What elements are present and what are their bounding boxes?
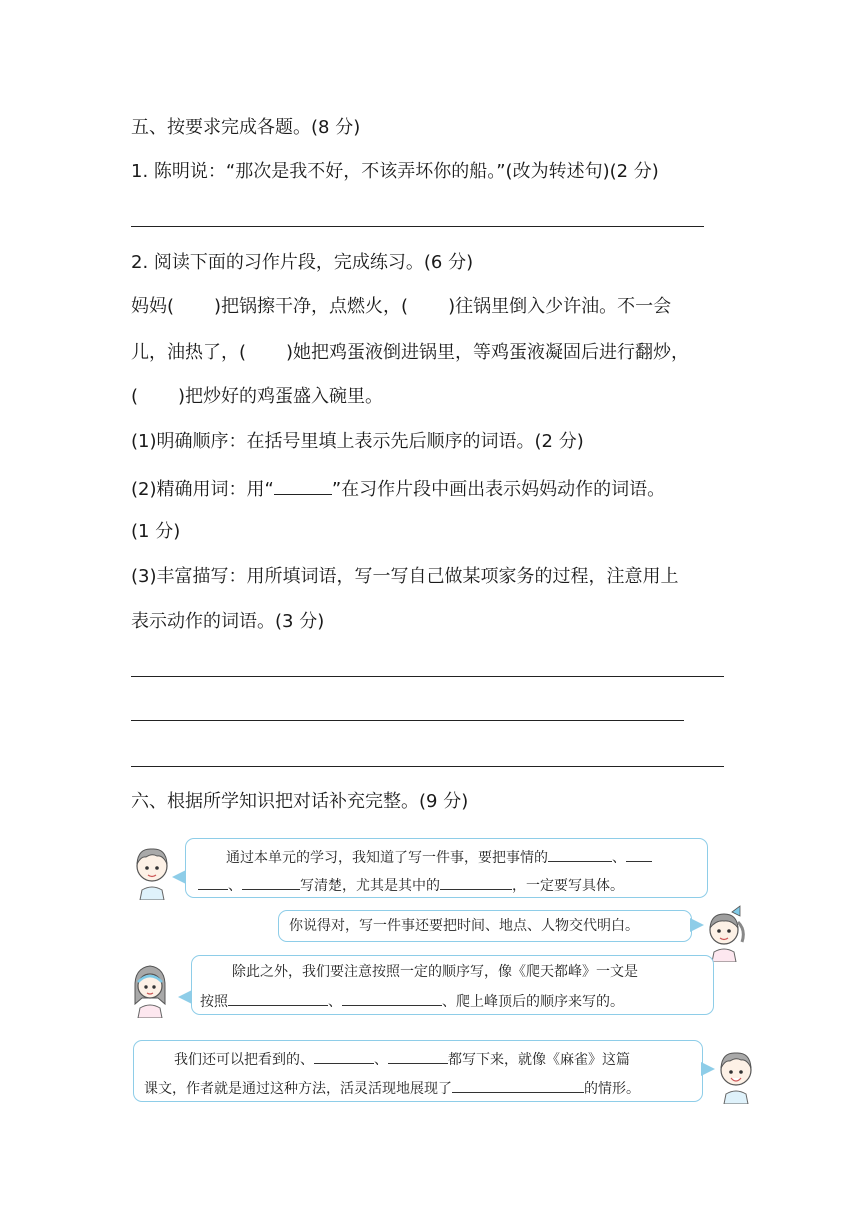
bubble-1-row-1	[226, 847, 652, 867]
bubble-4-row-2	[144, 1078, 640, 1098]
sub-question-3-line-1: (3)丰富描写：用所填词语，写一写自己做某项家务的过程，注意用上	[131, 566, 679, 587]
fill-blank[interactable]	[452, 1078, 584, 1093]
dialog-bubble-1	[185, 838, 708, 898]
passage-line-1	[131, 295, 671, 319]
passage-text: )把炒好的鸡蛋盛入碗里。	[178, 386, 384, 407]
bubble-text: 、	[612, 850, 626, 866]
bubble-text: 、	[228, 878, 242, 894]
boy-avatar-icon	[714, 1044, 758, 1104]
bubble-4-row-1	[174, 1049, 630, 1069]
bubble-text: 、	[374, 1052, 388, 1068]
bubble-text: 都写下来，就像《麻雀》这篇	[448, 1052, 630, 1068]
section-6-title: 六、根据所学知识把对话补充完整。(9 分)	[131, 791, 469, 812]
answer-line-3[interactable]	[131, 766, 724, 767]
bubble-text: 按照	[200, 994, 228, 1010]
bubble-text: 、爬上峰顶后的顺序来写的。	[442, 994, 624, 1010]
bubble-tail	[172, 870, 186, 884]
bubble-text: 我们还可以把看到的、	[174, 1052, 314, 1068]
fill-blank[interactable]	[198, 875, 228, 890]
bubble-text: 写清楚，尤其是其中的	[300, 878, 440, 894]
bubble-text: ，一定要写具体。	[512, 878, 624, 894]
boy-avatar-icon	[130, 840, 174, 900]
dialog-bubble-3	[191, 955, 714, 1015]
bubble-3-row-1: 除此之外，我们要注意按照一定的顺序写，像《爬天都峰》一文是	[232, 964, 638, 980]
sub-question-2-text: ”在习作片段中画出表示妈妈动作的词语。	[331, 479, 666, 500]
section-5-title: 五、按要求完成各题。(8 分)	[131, 117, 361, 138]
bubble-tail	[701, 1062, 715, 1076]
bubble-text: 通过本单元的学习，我知道了写一件事，要把事情的	[226, 850, 548, 866]
fill-blank[interactable]	[342, 991, 442, 1006]
fill-blank[interactable]	[548, 847, 612, 862]
dialog-bubble-4	[133, 1040, 703, 1102]
sub-question-1: (1)明确顺序：在括号里填上表示先后顺序的词语。(2 分)	[131, 431, 584, 452]
fill-blank[interactable]	[626, 847, 652, 862]
answer-line-2[interactable]	[131, 720, 684, 721]
passage-text: (	[131, 386, 139, 407]
underline-sample	[274, 476, 332, 495]
dialog-bubble-2	[278, 910, 692, 942]
passage-text: )往锅里倒入少许油。不一会	[448, 296, 672, 317]
question-2: 2. 阅读下面的习作片段，完成练习。(6 分)	[131, 252, 474, 273]
girl-avatar-icon	[702, 902, 746, 962]
answer-line-q1[interactable]	[131, 226, 704, 227]
passage-text: )把锅擦干净，点燃火，(	[214, 296, 409, 317]
passage-line-2	[131, 341, 689, 365]
sub-question-2-text: (2)精确用词：用“	[131, 479, 274, 500]
fill-blank[interactable]	[314, 1049, 374, 1064]
girl-avatar-icon	[128, 958, 172, 1018]
answer-line-1[interactable]	[131, 676, 724, 677]
passage-text: 儿，油热了，(	[131, 342, 247, 363]
bubble-2-row-1: 你说得对，写一件事还要把时间、地点、人物交代明白。	[289, 918, 639, 934]
passage-text: )她把鸡蛋液倒进锅里，等鸡蛋液凝固后进行翻炒，	[286, 342, 690, 363]
passage-text: 妈妈(	[131, 296, 175, 317]
question-1: 1. 陈明说：“那次是我不好，不该弄坏你的船。”(改为转述句)(2 分)	[131, 161, 659, 182]
fill-blank[interactable]	[242, 875, 300, 890]
bubble-3-row-2	[200, 991, 624, 1011]
sub-question-3-line-2: 表示动作的词语。(3 分)	[131, 611, 325, 632]
bubble-text: 、	[328, 994, 342, 1010]
sub-question-2-points: (1 分)	[131, 521, 181, 542]
bubble-tail	[178, 990, 192, 1004]
bubble-text: 课文，作者就是通过这种方法，活灵活现地展现了	[144, 1081, 452, 1097]
fill-blank[interactable]	[440, 875, 512, 890]
fill-blank[interactable]	[388, 1049, 448, 1064]
bubble-text: 的情形。	[584, 1081, 640, 1097]
passage-line-3	[131, 385, 383, 409]
bubble-1-row-2	[198, 875, 624, 895]
fill-blank[interactable]	[228, 991, 328, 1006]
sub-question-2	[131, 476, 665, 502]
